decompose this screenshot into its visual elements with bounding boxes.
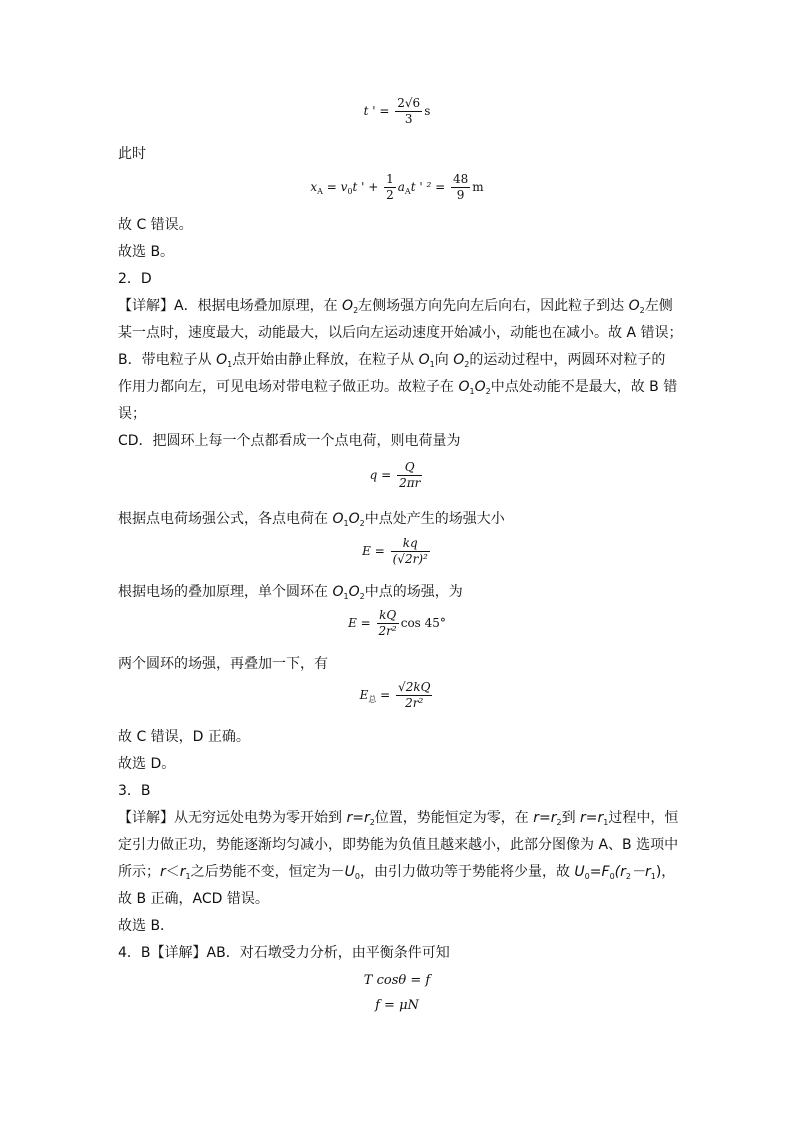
eq-symbol: = v — [322, 180, 348, 194]
text: 【详解】从无穷远处电势为零开始到 — [118, 810, 347, 826]
symbol: O — [628, 298, 640, 314]
text-line — [118, 864, 675, 885]
eq-denominator: 2πr — [399, 476, 421, 490]
text: B．带电粒子从 — [118, 352, 217, 368]
text: )， — [655, 864, 676, 880]
sub: 1 — [185, 872, 191, 881]
text: 过程中，恒 — [608, 810, 679, 826]
equation-E-total — [0, 680, 794, 711]
symbol: O — [458, 379, 470, 395]
text: 【详解】A．根据电场叠加原理，在 — [118, 298, 343, 314]
eq-equals: = — [380, 688, 391, 702]
sub: 1 — [469, 387, 475, 396]
eq-lhs: q = — [369, 468, 392, 482]
eq-lhs: E = — [362, 544, 385, 558]
symbol: O — [453, 352, 465, 368]
text: 到 — [561, 810, 581, 826]
eq-sub: 总 — [368, 695, 377, 704]
symbol: r — [179, 864, 186, 880]
eq-tail: cos 45° — [400, 616, 446, 630]
sub: 2 — [485, 387, 491, 396]
eq-lhs: E — [359, 688, 369, 702]
symbol: O — [332, 584, 344, 600]
sub: 2 — [369, 818, 375, 827]
text-line — [118, 298, 673, 319]
text: 中点处产生的场强大小 — [364, 511, 505, 527]
text-line: CD．把圆环上每一个点都看成一个点电荷，则电荷量为 — [118, 433, 461, 449]
text-line: 故 C 错误，D 正确。 — [118, 729, 250, 745]
symbol: r=r — [580, 810, 604, 826]
sub: 1 — [227, 360, 233, 369]
sub: 0 — [584, 872, 590, 881]
eq-numerator: 48 — [452, 172, 469, 186]
eq-symbol: t ' + — [352, 180, 379, 194]
text: ＜ — [165, 864, 180, 880]
eq-denominator: 2 — [386, 188, 394, 202]
sub: 2 — [353, 306, 359, 315]
question-number: 2．D — [118, 271, 152, 287]
sub: 2 — [625, 872, 631, 881]
equation-E-point — [0, 536, 794, 567]
eq-symbol: a — [397, 180, 405, 194]
eq-lhs: t ' = — [363, 104, 390, 118]
text-line: 两个圆环的场强，再叠加一下，有 — [118, 656, 328, 672]
sub: 1 — [343, 519, 349, 528]
sub: 2 — [359, 592, 365, 601]
equation-q — [0, 460, 794, 491]
text: 根据点电荷场强公式，各点电荷在 — [118, 511, 333, 527]
text: ，由引力做功等于势能将少量，故 — [359, 864, 575, 880]
eq-symbol: t ' ² = — [410, 180, 446, 194]
text-line: 此时 — [118, 146, 146, 162]
sub: 2 — [359, 519, 365, 528]
eq-denominator: (√2r)² — [392, 552, 428, 566]
text-line: 故选 D。 — [118, 756, 176, 772]
text: 所示； — [118, 864, 160, 880]
text-line — [118, 584, 463, 605]
eq-sub: A — [404, 187, 411, 196]
text-line: 误； — [118, 406, 146, 422]
equation-xA — [0, 172, 794, 203]
eq-numerator: Q — [397, 460, 422, 476]
text: 点开始由静止释放，在粒子从 — [232, 352, 419, 368]
symbol: O — [474, 379, 486, 395]
equation-E-ring — [0, 608, 794, 639]
eq-denominator: 9 — [456, 188, 465, 202]
symbol: O — [418, 352, 430, 368]
sub: 0 — [354, 872, 360, 881]
symbol: U — [344, 864, 355, 880]
text-line — [118, 379, 677, 400]
sub: 2 — [464, 360, 470, 369]
text-line — [118, 810, 678, 831]
symbol: r — [160, 864, 166, 880]
text: 根据电场的叠加原理，单个圆环在 — [118, 584, 333, 600]
equation-t-prime — [0, 96, 794, 127]
text: 左侧 — [644, 298, 673, 314]
text: 向 — [434, 352, 454, 368]
symbol: (r — [614, 864, 626, 880]
text: 中点处动能不是最大，故 B 错 — [490, 379, 678, 395]
text: 中点的场强，为 — [364, 584, 463, 600]
sub: 2 — [639, 306, 645, 315]
text-line: 某一点时，速度最大，动能最大，以后向左运动速度开始减小，动能也在减小。故 A 错误； — [118, 325, 683, 341]
symbol: r=r — [533, 810, 557, 826]
symbol: O — [348, 584, 360, 600]
equation-friction: f = μN — [375, 998, 419, 1013]
symbol: r=r — [346, 810, 370, 826]
sub: 0 — [609, 872, 615, 881]
eq-numerator: 2√6 — [397, 96, 421, 110]
sub: 1 — [603, 818, 609, 827]
eq-symbol: x — [310, 180, 318, 194]
eq-unit: m — [472, 180, 484, 194]
eq-numerator: kQ — [377, 608, 399, 624]
eq-numerator: 1 — [386, 172, 394, 186]
sub: 1 — [429, 360, 435, 369]
text-line: 故选 B． — [118, 918, 175, 934]
question-number: 4．B【详解】AB．对石墩受力分析，由平衡条件可知 — [118, 945, 450, 961]
text: 之后势能不变，恒定为－ — [190, 864, 345, 880]
symbol: －r — [630, 864, 651, 880]
symbol: U — [574, 864, 585, 880]
text: 位置，势能恒定为零，在 — [374, 810, 534, 826]
text-line — [118, 511, 505, 532]
eq-numerator: kq — [391, 536, 430, 552]
equation-Tcos: T cosθ = f — [363, 973, 431, 988]
text-line: 定引力做正功，势能逐渐均匀减小，即势能为负值且越来越小，此部分图像为 A、B 选项中 — [118, 837, 679, 853]
symbol: O — [216, 352, 228, 368]
symbol: O — [348, 511, 360, 527]
text-line — [118, 352, 665, 373]
eq-sub: A — [317, 187, 323, 196]
symbol: O — [342, 298, 354, 314]
sub: 2 — [556, 818, 562, 827]
sub: 1 — [343, 592, 349, 601]
eq-lhs: E = — [348, 616, 371, 630]
text: 作用力都向左，可见电场对带电粒子做正功。故粒子在 — [118, 379, 459, 395]
question-number: 3．B — [118, 783, 151, 799]
eq-denominator: 2r² — [378, 624, 397, 638]
text: 的运动过程中，两圆环对粒子的 — [469, 352, 666, 368]
symbol: O — [332, 511, 344, 527]
symbol: =F — [589, 864, 610, 880]
sub: 1 — [650, 872, 656, 881]
text-line: 故 B 正确，ACD 错误。 — [118, 891, 269, 907]
text-line: 故 C 错误。 — [118, 217, 193, 233]
text-line: 故选 B。 — [118, 244, 175, 260]
text: 左侧场强方向先向左后向右，因此粒子到达 — [358, 298, 629, 314]
eq-sub: 0 — [347, 187, 353, 196]
eq-denominator: 3 — [404, 112, 413, 126]
eq-numerator: √2kQ — [398, 680, 431, 694]
eq-denominator: 2r² — [405, 696, 424, 710]
eq-unit: s — [424, 104, 431, 118]
